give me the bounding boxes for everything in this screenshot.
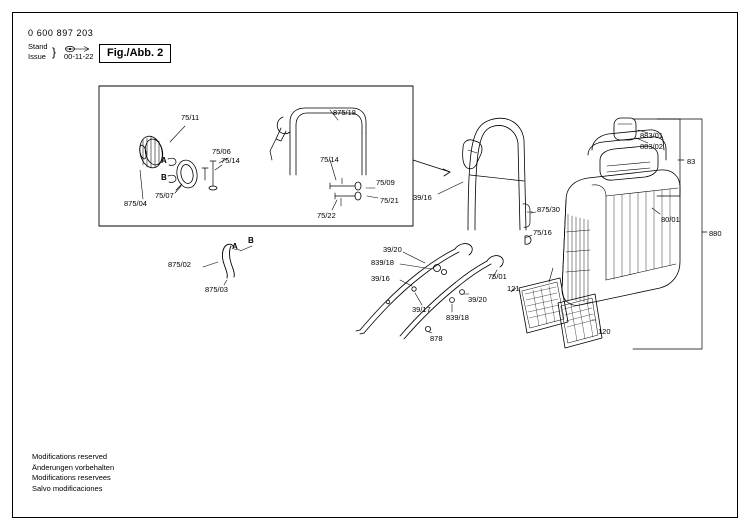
- callout-39-16-upper: 39/16: [413, 193, 432, 202]
- callout-marker-b-detail: B: [161, 173, 167, 182]
- footer-notes: [32, 452, 114, 494]
- part-number: 0 600 897 203: [28, 28, 94, 38]
- stand-label: Stand: [28, 42, 48, 51]
- callout-marker-b-clip: B: [248, 236, 254, 245]
- callout-875-18: 875/18: [333, 108, 356, 117]
- brace-glyph: }: [52, 45, 57, 59]
- callout-83: 83: [687, 157, 696, 166]
- callout-839-18-upper: 839/18: [371, 258, 394, 267]
- callout-75-14-upper: 75/14: [221, 156, 240, 165]
- callout-875-03: 875/03: [205, 285, 228, 294]
- callout-75-01: 75/01: [488, 272, 507, 281]
- callout-120: 120: [598, 327, 611, 336]
- callout-75-06: 75/06: [212, 147, 231, 156]
- footer-line-en: Modifications reserved: [32, 452, 108, 461]
- callout-75-07: 75/07: [155, 191, 174, 200]
- callout-marker-a-detail: A: [161, 156, 167, 165]
- callout-marker-a-clip: A: [232, 242, 238, 251]
- callout-875-30: 875/30: [537, 205, 560, 214]
- callout-883-02: 883/02: [640, 142, 663, 151]
- callout-39-20-lower: 39/20: [468, 295, 487, 304]
- footer-line-es: Salvo modificaciones: [32, 483, 103, 493]
- callout-75-11: 75/11: [181, 113, 200, 122]
- callout-121: 121: [507, 284, 520, 293]
- callout-75-21: 75/21: [380, 196, 399, 205]
- callout-883-01: 883/01: [640, 131, 663, 140]
- footer-line-de: Änderungen vorbehalten: [32, 462, 115, 472]
- callout-75-14-lower: 75/14: [320, 155, 339, 164]
- callout-75-16: 75/16: [533, 228, 552, 237]
- callout-75-22: 75/22: [317, 211, 336, 220]
- callout-75-09: 75/09: [376, 178, 395, 187]
- callout-875-04: 875/04: [124, 199, 147, 208]
- figure-label: Fig./Abb. 2: [99, 44, 171, 63]
- issue-label: Issue: [28, 52, 46, 61]
- callout-39-17: 39/17: [412, 305, 431, 314]
- footer-line-fr: Modifications reservees: [32, 473, 111, 482]
- callout-878: 878: [430, 334, 443, 343]
- callout-880: 880: [709, 229, 722, 238]
- callout-39-16-lower: 39/16: [371, 274, 390, 283]
- callout-39-20-upper: 39/20: [383, 245, 402, 254]
- callout-80-01: 80/01: [661, 215, 680, 224]
- issue-date: 00-11-22: [64, 52, 94, 61]
- callout-839-18-lower: 839/18: [446, 313, 469, 322]
- callout-875-02: 875/02: [168, 260, 191, 269]
